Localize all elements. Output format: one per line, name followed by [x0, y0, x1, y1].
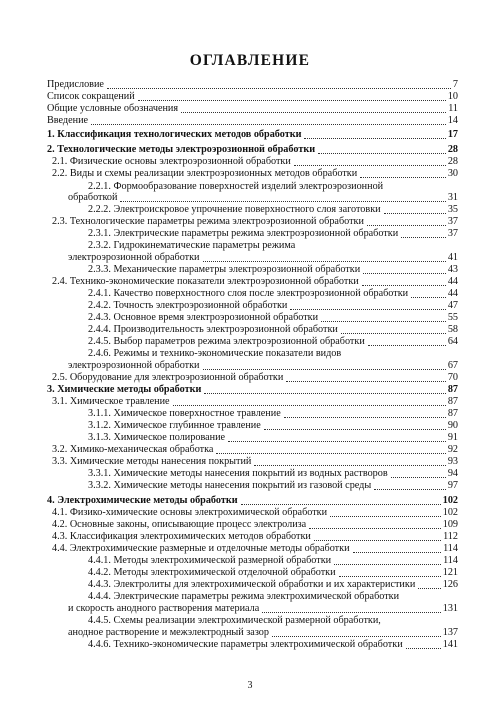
toc-page-number: 87 — [447, 396, 458, 407]
toc-entry[interactable] — [52, 544, 458, 555]
toc-entry[interactable] — [52, 457, 458, 468]
toc-entry-title: 2.2.1. Формообразование поверхностей изделий электроэрозионной — [88, 181, 384, 192]
toc-entry[interactable] — [68, 253, 458, 264]
dot-leader — [304, 138, 445, 139]
toc-page-number: 92 — [447, 444, 458, 455]
toc-page-number: 41 — [447, 252, 458, 263]
toc-entry-title: 2.3.3. Механические параметры электроэрозионной обработки — [88, 264, 361, 275]
toc-entry[interactable] — [88, 337, 458, 348]
toc-entry[interactable] — [47, 130, 458, 141]
toc-heading: ОГЛАВЛЕНИЕ — [189, 52, 311, 69]
toc-entry[interactable] — [88, 433, 458, 444]
dot-leader — [321, 321, 446, 322]
toc-entry-title: 2.3. Технологические параметры режима электроэрозионной обработки — [52, 216, 364, 227]
toc-entry-title: 1. Классификация технологических методов обработки — [47, 129, 302, 140]
toc-entry-title: 2.4.2. Точность электроэрозионной обработки — [88, 300, 288, 311]
toc-page-number: 121 — [442, 567, 458, 578]
toc-page-number: 112 — [443, 531, 458, 542]
dot-leader — [368, 345, 446, 346]
dot-leader — [384, 213, 446, 214]
toc-entry-title-continuation: и скорость анодного растворения материала — [68, 603, 260, 614]
toc-entry-title-continuation: электроэрозионной обработки — [68, 252, 200, 263]
toc-page-number: 44 — [447, 288, 458, 299]
toc-entry[interactable] — [88, 289, 458, 300]
toc-entry-title-continuation: электроэрозионной обработки — [68, 360, 200, 371]
toc-entry[interactable] — [88, 421, 458, 432]
toc-entry-title: 4.2. Основные законы, описывающие процесс электролиза — [52, 519, 307, 530]
toc-entry-title: 3.3.2. Химические методы нанесения покрытий из газовой среды — [88, 480, 372, 491]
toc-page-number: 47 — [447, 300, 458, 311]
toc-page-number: 114 — [443, 555, 458, 566]
toc-entry[interactable] — [88, 580, 458, 591]
toc-entry[interactable] — [47, 92, 458, 103]
toc-entry-title: 4.4.5. Схемы реализации электрохимической размерной обработки, — [88, 615, 381, 626]
toc-entry-title: 4.4.1. Методы электрохимической размерной обработки — [88, 555, 332, 566]
toc-entry-title: 3.1. Химическое травление — [52, 396, 170, 407]
dot-leader — [341, 333, 446, 334]
toc-entry[interactable] — [52, 445, 458, 456]
toc-page-number: 37 — [447, 228, 458, 239]
dot-leader — [318, 153, 446, 154]
toc-page-number: 58 — [447, 324, 458, 335]
toc-entry-title: 4.3. Классификация электрохимических методов обработки — [52, 531, 311, 542]
toc-entry-title: 4.1. Физико-химические основы электрохимической обработки — [52, 507, 328, 518]
dot-leader — [339, 576, 441, 577]
dot-leader — [173, 405, 446, 406]
toc-entry-title: 2.4. Технико-экономические показатели электроэрозионной обработки — [52, 276, 359, 287]
dot-leader — [91, 124, 446, 125]
toc-entry-title: 3.2. Химико-механическая обработка — [52, 444, 214, 455]
toc-entry[interactable] — [88, 481, 458, 492]
toc-page-number: 64 — [447, 336, 458, 347]
toc-entry[interactable] — [47, 104, 458, 115]
toc-page-number: 11 — [448, 103, 458, 114]
toc-entry[interactable] — [68, 628, 458, 639]
toc-page-number: 7 — [452, 79, 458, 90]
toc-entry[interactable] — [47, 145, 458, 156]
toc-entry[interactable] — [88, 325, 458, 336]
dot-leader — [391, 477, 446, 478]
toc-entry-title: 4.4.4. Электрические параметры режима электрохимической обработки — [88, 591, 400, 602]
toc-entry-title: 2.3.2. Гидрокинематические параметры режима — [88, 240, 296, 251]
toc-page-number: 90 — [447, 420, 458, 431]
dot-leader — [120, 201, 445, 202]
toc-page-number: 28 — [447, 156, 458, 167]
toc-page-number: 97 — [447, 480, 458, 491]
toc-entry[interactable] — [88, 229, 458, 240]
toc-entry[interactable] — [88, 556, 458, 567]
page-number: 3 — [247, 680, 253, 691]
toc-entry[interactable] — [68, 193, 458, 204]
dot-leader — [418, 588, 440, 589]
dot-leader — [262, 612, 440, 613]
toc-entry-title: 2.4.1. Качество поверхностного слоя после электроэрозионной обработки — [88, 288, 409, 299]
toc-entry[interactable] — [88, 409, 458, 420]
toc-page-number: 31 — [447, 192, 458, 203]
toc-page-number: 114 — [443, 543, 458, 554]
toc-entry[interactable] — [47, 496, 458, 507]
dot-leader — [107, 88, 451, 89]
dot-leader — [228, 441, 446, 442]
toc-entry-title: 2.1. Физические основы электроэрозионной обработки — [52, 156, 291, 167]
toc-entry-title: Общие условные обозначения — [47, 103, 179, 114]
toc-entry[interactable] — [47, 80, 458, 91]
toc-entry[interactable] — [88, 205, 458, 216]
toc-entry-title: 3.3.1. Химические методы нанесения покрытий из водных растворов — [88, 468, 388, 479]
dot-leader — [286, 381, 445, 382]
toc-page-number: 102 — [442, 507, 458, 518]
toc-page-number: 93 — [447, 456, 458, 467]
toc-entry[interactable] — [52, 520, 458, 531]
toc-entry-title: 2.3.1. Электрические параметры режима электроэрозионной обработки — [88, 228, 399, 239]
toc-entry[interactable] — [68, 361, 458, 372]
toc-entry-title-continuation: обработкой — [68, 192, 118, 203]
toc-entry[interactable] — [88, 265, 458, 276]
toc-page-number: 141 — [442, 639, 458, 650]
toc-entry-title: 4. Электрохимические методы обработки — [47, 495, 238, 506]
dot-leader — [411, 297, 446, 298]
dot-leader — [241, 504, 441, 505]
toc-entry[interactable] — [88, 568, 458, 579]
toc-entry-title: Список сокращений — [47, 91, 135, 102]
dot-leader — [309, 528, 441, 529]
toc-entry-title: 4.4.6. Технико-экономические параметры электрохимической обработки — [88, 639, 403, 650]
toc-entry-title: 2.4.3. Основное время электроэрозионной обработки — [88, 312, 319, 323]
dot-leader — [294, 165, 446, 166]
toc-entry[interactable] — [52, 373, 458, 384]
toc-entry[interactable] — [47, 116, 458, 127]
toc-entry-title: 2.4.5. Выбор параметров режима электроэрозионной обработки — [88, 336, 365, 347]
toc-entry[interactable] — [52, 217, 458, 228]
toc-entry-title: 2.4.4. Производительность электроэрозионной обработки — [88, 324, 338, 335]
toc-entry[interactable] — [52, 277, 458, 288]
dot-leader — [314, 540, 441, 541]
toc-page-number: 17 — [447, 129, 458, 140]
dot-leader — [330, 516, 441, 517]
toc-entry[interactable] — [52, 532, 458, 543]
dot-leader — [363, 273, 446, 274]
toc-entry[interactable] — [47, 385, 458, 396]
dot-leader — [367, 225, 446, 226]
toc-page-number: 28 — [447, 144, 458, 155]
dot-leader — [334, 564, 441, 565]
toc-page-number: 70 — [447, 372, 458, 383]
dot-leader — [290, 309, 445, 310]
toc-entry-title: 2.2.2. Электроискровое упрочнение поверхностного слоя заготовки — [88, 204, 381, 215]
dot-leader — [203, 261, 446, 262]
toc-entry[interactable] — [88, 313, 458, 324]
dot-leader — [254, 465, 445, 466]
toc-page-number: 91 — [447, 432, 458, 443]
dot-leader — [353, 552, 442, 553]
dot-leader — [203, 369, 446, 370]
toc-entry[interactable] — [88, 640, 458, 651]
toc-page-number: 14 — [447, 115, 458, 126]
toc-page-number: 137 — [442, 627, 458, 638]
dot-leader — [138, 100, 446, 101]
toc-page-number: 94 — [447, 468, 458, 479]
toc-page-number: 10 — [447, 91, 458, 102]
toc-entry-title: 3.3. Химические методы нанесения покрытий — [52, 456, 252, 467]
toc-entry-title: 3.1.1. Химическое поверхностное травление — [88, 408, 281, 419]
toc-page-number: 67 — [447, 360, 458, 371]
toc-entry-title: 2.4.6. Режимы и технико-экономические показатели видов — [88, 348, 342, 359]
toc-entry-title: 2.5. Оборудование для электроэрозионной обработки — [52, 372, 284, 383]
dot-leader — [216, 453, 445, 454]
toc-page-number: 131 — [442, 603, 458, 614]
toc-page-number: 43 — [447, 264, 458, 275]
dot-leader — [362, 285, 446, 286]
toc-page-number: 55 — [447, 312, 458, 323]
toc-entry[interactable] — [52, 397, 458, 408]
dot-leader — [204, 393, 445, 394]
toc-entry-title-continuation: анодное растворение и межэлектродный зазор — [68, 627, 269, 638]
toc-entry[interactable] — [52, 157, 458, 168]
toc-page-number: 102 — [442, 495, 458, 506]
toc-entry-title: 2.2. Виды и схемы реализации электроэрозионных методов обработки — [52, 168, 358, 179]
dot-leader — [284, 417, 446, 418]
toc-entry-title: Введение — [47, 115, 89, 126]
dot-leader — [374, 489, 446, 490]
toc-page-number: 87 — [447, 408, 458, 419]
dot-leader — [360, 177, 446, 178]
toc-entry[interactable] — [52, 169, 458, 180]
toc-entry-title: Предисловие — [47, 79, 104, 90]
toc-entry[interactable] — [88, 301, 458, 312]
toc-entry-title: 4.4.2. Методы электрохимической отделочной обработки — [88, 567, 336, 578]
toc-entry-title: 4.4. Электрохимические размерные и отделочные методы обработки — [52, 543, 350, 554]
toc-page-number: 109 — [442, 519, 458, 530]
dot-leader — [264, 429, 446, 430]
toc-page-number: 35 — [447, 204, 458, 215]
dot-leader — [181, 112, 446, 113]
dot-leader — [406, 648, 441, 649]
toc-page-number: 44 — [447, 276, 458, 287]
toc-entry-title: 3.1.3. Химическое полирование — [88, 432, 226, 443]
toc-page-number: 37 — [447, 216, 458, 227]
dot-leader — [272, 636, 441, 637]
toc-entry[interactable] — [88, 469, 458, 480]
toc-page-number: 87 — [447, 384, 458, 395]
toc-entry-title: 3.1.2. Химическое глубинное травление — [88, 420, 261, 431]
toc-entry-title: 2. Технологические методы электроэрозионной обработки — [47, 144, 316, 155]
toc-entry[interactable] — [52, 508, 458, 519]
toc-entry-title: 4.4.3. Электролиты для электрохимической обработки и их характеристики — [88, 579, 416, 590]
toc-entry[interactable] — [68, 604, 458, 615]
toc-entry-title: 3. Химические методы обработки — [47, 384, 202, 395]
dot-leader — [401, 237, 446, 238]
toc-page-number: 126 — [442, 579, 458, 590]
toc-page-number: 30 — [447, 168, 458, 179]
